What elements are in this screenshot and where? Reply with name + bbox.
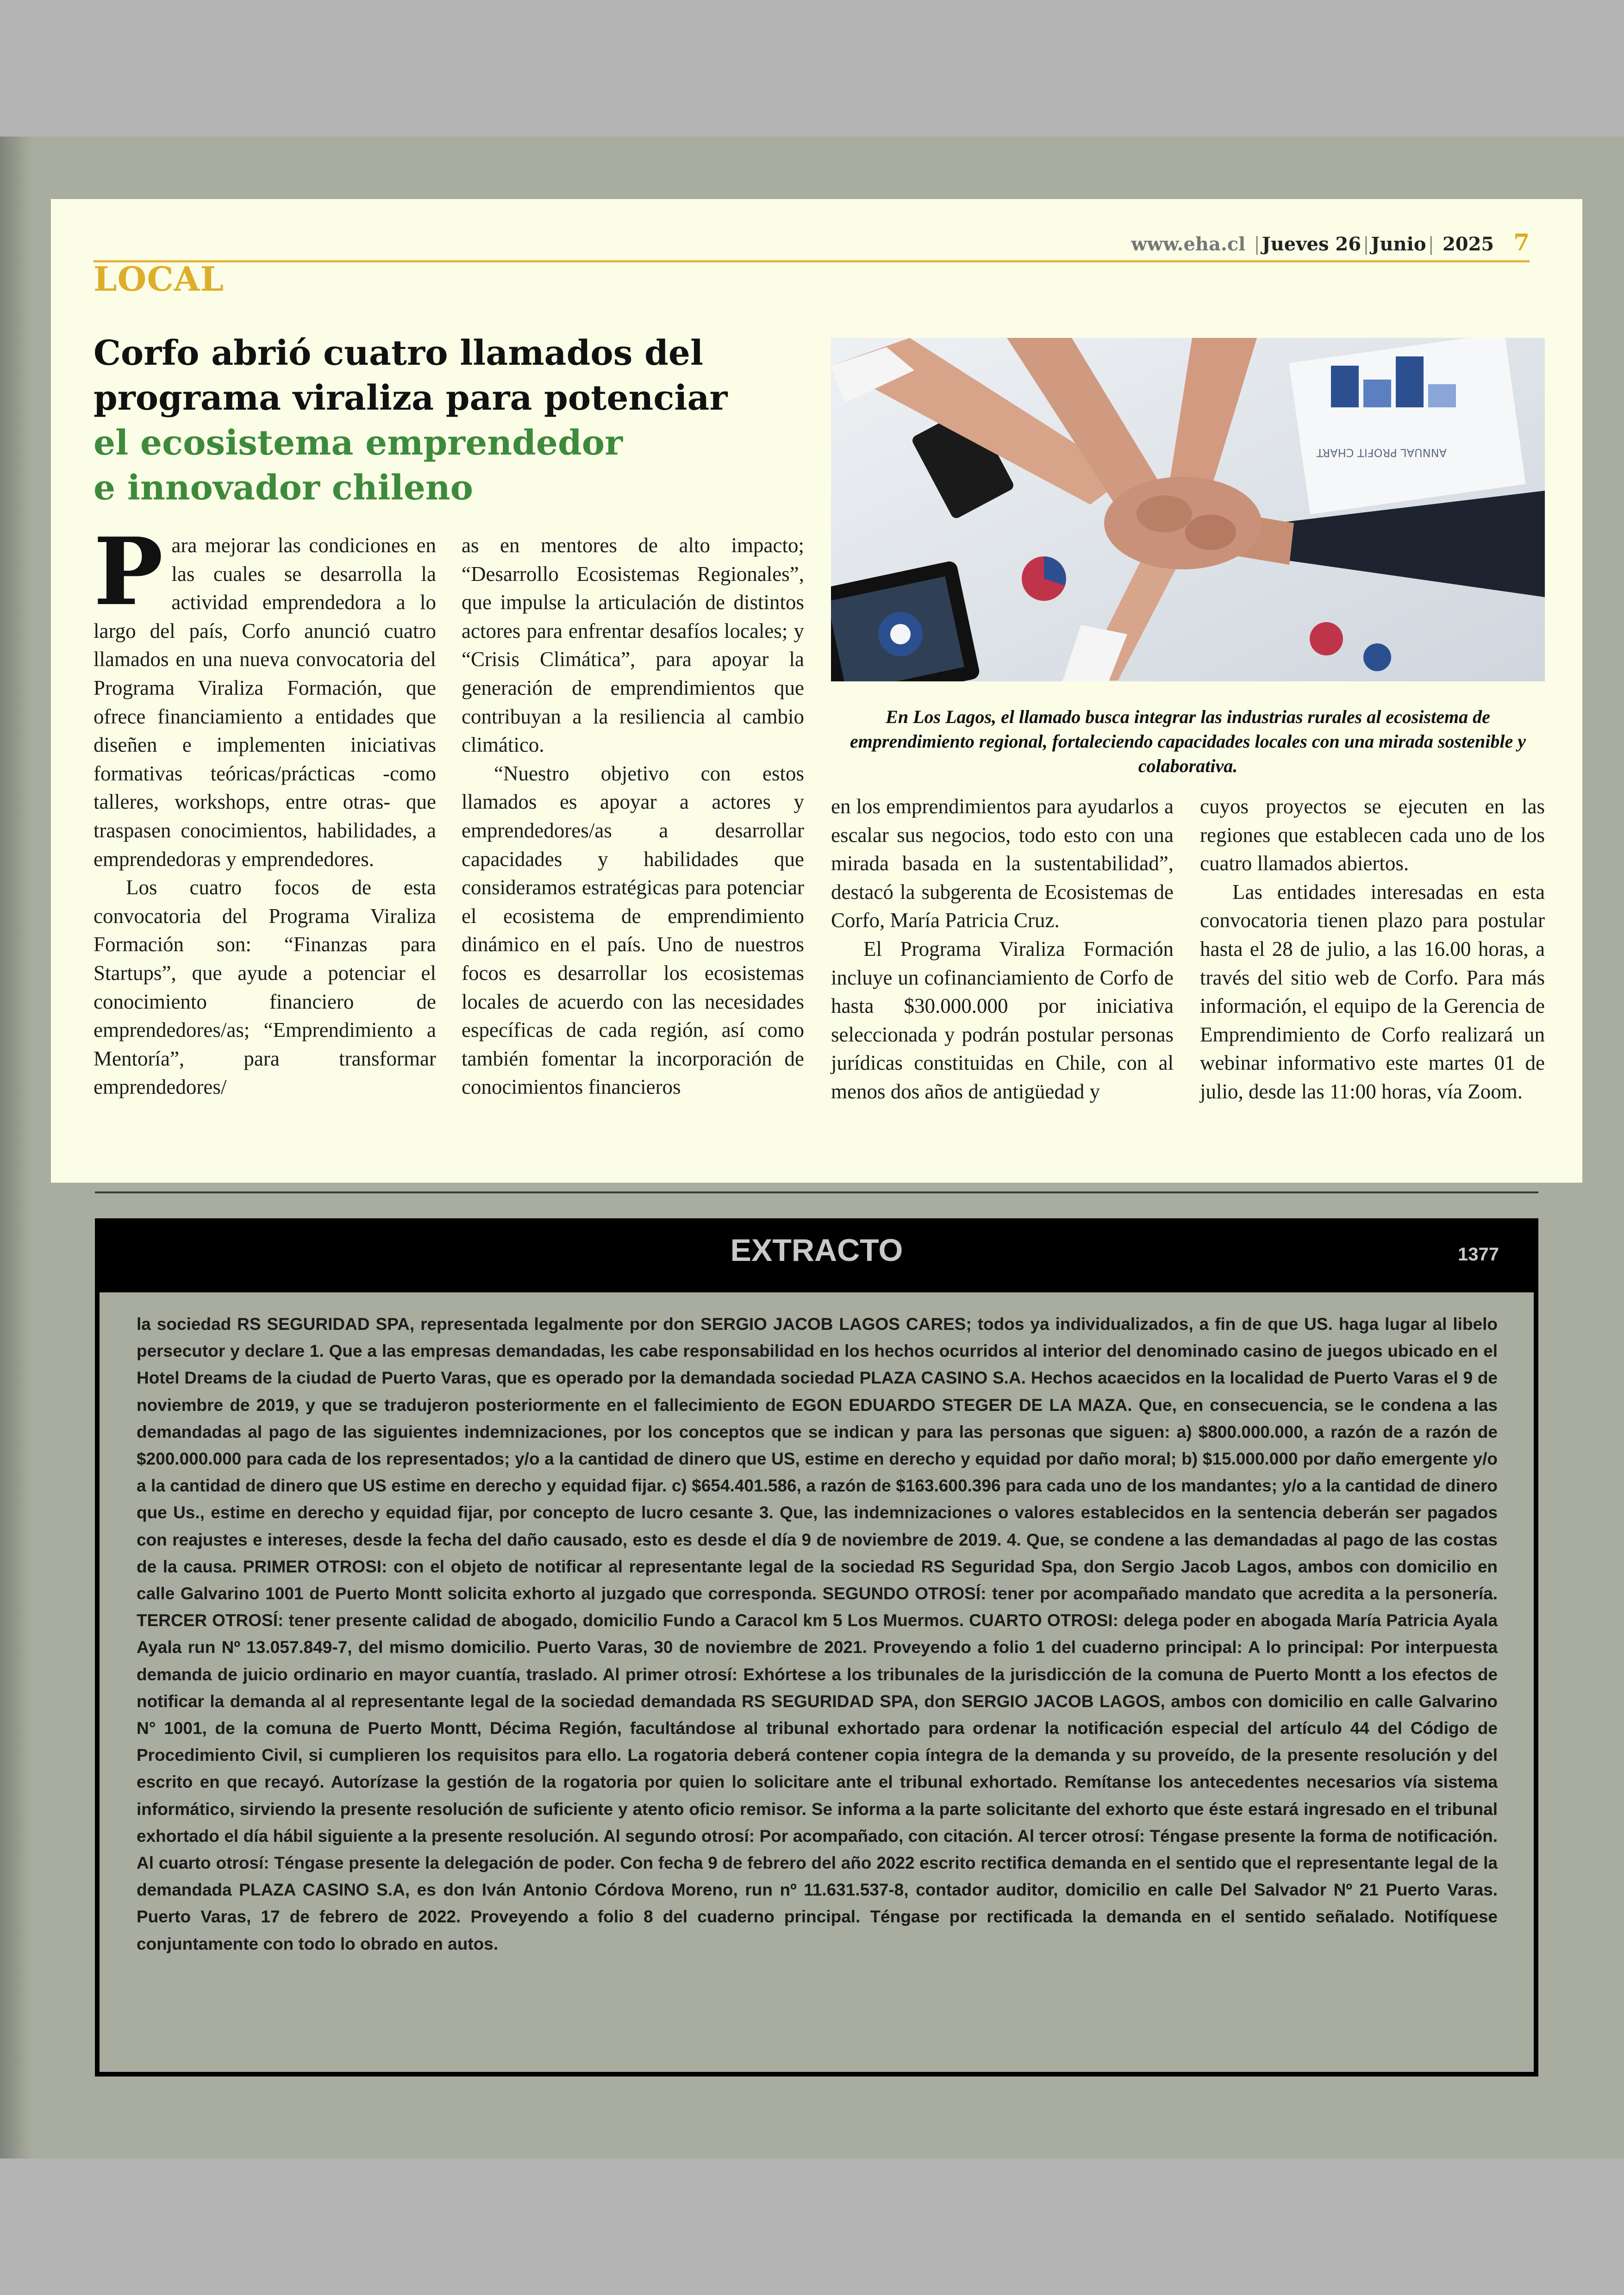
paragraph: Para mejorar las condiciones en las cuales se desarrolla la actividad emprendedora a lo largo del país, Corfo anunció cuatro llamados en una nueva convocatoria del Programa Viraliza Formación, que ofrece financiamiento a entidades que diseñen e implementen iniciativas formativas teóricas/prácticas -como talleres, workshops, entre otras- que traspasen conocimientos, habilidades, a emprendedoras y emprendedores.: [94, 518, 436, 871]
chart-label: ANNUAL PROFIT CHART: [1316, 446, 1447, 459]
paragraph: Los cuatro focos de esta convocatoria del Programa Viraliza Formación son: “Finanzas para Startups”, que ayude a potenciar el conocimiento financiero de emprendedores/as; “Emprendimiento a Mentoría”, para transformar emprendedores/: [94, 876, 436, 1099]
paragraph: “Nuestro objetivo con estos llamados es apoyar a actores y emprendedores/as a desarrollar capacidades y habilidades que consideramos estratégicas para potenciar el ecosistema de emprendimiento dinámico en el país. Uno de nuestros focos es desarrollar los ecosistemas locales de acuerdo con las necesidades específicas de cada región, así como también fomentar la incorporación de conocimientos financieros: [462, 761, 804, 1099]
article-column-2: [462, 531, 804, 1102]
headline-line-2: programa viraliza para potenciar: [94, 378, 728, 418]
drop-cap: P: [94, 518, 163, 626]
page-spine-shadow: [0, 137, 35, 2158]
photo-caption: En Los Lagos, el llamado busca integrar las industrias rurales al ecosistema de emprendimiento regional, fortaleciendo capacidades locales con una mirada sostenible y colaborativa.: [850, 706, 1526, 776]
article-column-3: [831, 792, 1174, 1106]
hands-together-illustration: [831, 338, 1545, 681]
page-number: 7: [1513, 229, 1530, 256]
article-panel: [51, 199, 1582, 1183]
masthead: [94, 218, 1530, 262]
annual-profit-chart-paper: [1289, 338, 1525, 514]
issue-day: Jueves 26: [1262, 233, 1362, 255]
issue-month: Junio: [1371, 233, 1426, 255]
article-column-1: [94, 518, 436, 1102]
legal-notice-header: [100, 1223, 1534, 1288]
paragraph: Las entidades interesadas en esta convocatoria tienen plazo para postular hasta el 28 de julio, a las 16.00 horas, a través del sitio web de Corfo. Para más información, el equipo de la Gerencia de Emprendimiento de Corfo realizará un webinar informativo este martes 01 de julio, desde las 11:00 horas, vía Zoom.: [1200, 880, 1545, 1103]
legal-notice-text: la sociedad RS SEGURIDAD SPA, representada legalmente por don SERGIO JACOB LAGOS CARES; todos ya individualizados, a fin de que US. haga lugar al libelo persecutor y declare 1. Que a las empresas demandadas, les cabe responsabilidad en los hechos ocurridos al interior del denominado casino de juegos ubicado en el Hotel Dreams de la ciudad de Puerto Varas, que es operado por la demandada sociedad PLAZA CASINO S.A. Hechos acaecidos en la localidad de Puerto Varas el 9 de noviembre de 2019, y que se tradujeron posteriormente en el fallecimiento de EGON EDUARDO STEGER DE LA MAZA. Que, en consecuencia, se le condena a las demandadas al pago de las siguientes indemnizaciones, por los conceptos que se indican y para las personas que siguen: a) $800.000.000, a razón de a razón de $200.000.000 para cada de los representados; y/o a la cantidad de dinero que US, estime en derecho y equidad por daño moral; b) $15.000.000 por daño emergente y/o a la cantidad de dinero que US estime en derecho y equidad fijar. c) $654.401.586, a razón de $163.600.396 para cada uno de los mandantes; y/o a la cantidad de dinero que Us., estime en derecho y equidad fijar, por concepto de lucro cesante 3. Que, las indemnizaciones o valores establecidos en la sentencia deberán ser pagados con reajustes e intereses, desde la fecha del daño causado, esto es desde el día 9 de noviembre de 2019. 4. Que, se condene a las demandadas al pago de las costas de la causa. PRIMER OTROSI: con el objeto de notificar al representante legal de la sociedad RS Seguridad Spa, don Sergio Jacob Lagos, ambos con domicilio en calle Galvarino 1001 de Puerto Montt solicita exhorto al juzgado que corresponda. SEGUNDO OTROSÍ: tener por acompañado mandato que acredita a la personería. TERCER OTROSÍ: tener presente calidad de abogado, domicilio Fundo a Caracol km 5 Los Muermos. CUARTO OTROSI: delega poder en abogada María Patricia Ayala Ayala run Nº 13.057.849-7, del mismo domicilio. Puerto Varas, 30 de noviembre de 2021. Proveyendo a folio 1 del cuaderno principal: A lo principal: Por interpuesta demanda de juicio ordinario en mayor cuantía, traslado. Al primer otrosí: Exhórtese a los tribunales de la jurisdicción de la comuna de Puerto Montt a los efectos de notificar la demanda al al representante legal de la sociedad demandada RS SEGURIDAD SPA, don SERGIO JACOB LAGOS, ambos con domicilio en calle Galvarino N° 1001, de la comuna de Puerto Montt, Décima Región, facultándose al tribunal exhortado para ordenar la notificación especial del artículo 44 del Código de Procedimiento Civil, si cumplieren los requisitos para ello. La rogatoria deberá contener copia íntegra de la demanda y su proveído, de la presente resolución y del escrito en que recayó. Autorízase la gestión de la rogatoria por quien lo solicitare ante el tribunal exhortado. Remítanse los antecedentes necesarios vía sistema informático, sirviendo la presente resolución de suficiente y atento oficio remisor. Se informa a la parte solicitante del exhorto que éste estará ingresado en el tribunal exhortado el día hábil siguiente a la presente resolución. Al segundo otrosí: Por acompañado, con citación. Al tercer otrosí: Téngase presente la forma de notificación. Al cuarto otrosí: Téngase presente la delegación de poder. Con fecha 9 de febrero del año 2022 escrito rectifica demanda en el sentido que el representante legal de la demandada PLAZA CASINO S.A, es don Iván Antonio Córdova Moreno, run nº 11.631.537-8, contador auditor, domicilio en calle Del Salvador Nº 21 Puerto Varas. Puerto Varas, 17 de febrero de 2022. Proveyendo a folio 8 del cuaderno principal. Téngase por rectificada la demanda en el sentido señalado. Notifíquese conjuntamente con todo lo obrado en autos.: [137, 1315, 1498, 1953]
legal-notice-number: 1377: [1458, 1244, 1499, 1265]
paragraph: El Programa Viraliza Formación incluye un cofinanciamiento de Corfo de hasta $30.000.000 por iniciativa seleccionada y podrán postular personas jurídicas constituidas en Chile, con al menos dos años de antigüedad y: [831, 937, 1174, 1103]
site-url[interactable]: www.eha.cl: [1131, 233, 1246, 255]
article-column-4: [1200, 792, 1545, 1106]
paragraph: en los emprendimientos para ayudarlos a escalar sus negocios, todo esto con una mirada basada en la sustentabilidad”, destacó la subgerenta de Ecosistemas de Corfo, María Patricia Cruz.: [831, 795, 1174, 932]
headline-line-3: el ecosistema emprendedor: [94, 423, 623, 463]
article-photo: [831, 338, 1545, 681]
legal-notice-title: EXTRACTO: [730, 1233, 903, 1268]
issue-year: 2025: [1442, 233, 1494, 255]
divider: [95, 1191, 1538, 1193]
headline: [94, 331, 834, 511]
paragraph: cuyos proyectos se ejecuten en las regiones que establecen cada uno de los cuatro llamados abiertos.: [1200, 795, 1545, 875]
headline-line-4: e innovador chileno: [94, 468, 474, 508]
section-label: LOCAL: [94, 259, 225, 299]
masthead-meta: www.eha.cl | Jueves 26 | Junio | 2025 7: [1131, 229, 1530, 256]
paragraph: as en mentores de alto impacto; “Desarrollo Ecosistemas Regionales”, que impulse la articulación de distintos actores para enfrentar desafíos locales; y “Crisis Climática”, para apoyar la generación de emprendimientos que contribuyan a la resiliencia al cambio climático.: [462, 534, 804, 757]
legal-notice-box: [95, 1218, 1538, 2077]
headline-line-1: Corfo abrió cuatro llamados del: [94, 333, 704, 373]
